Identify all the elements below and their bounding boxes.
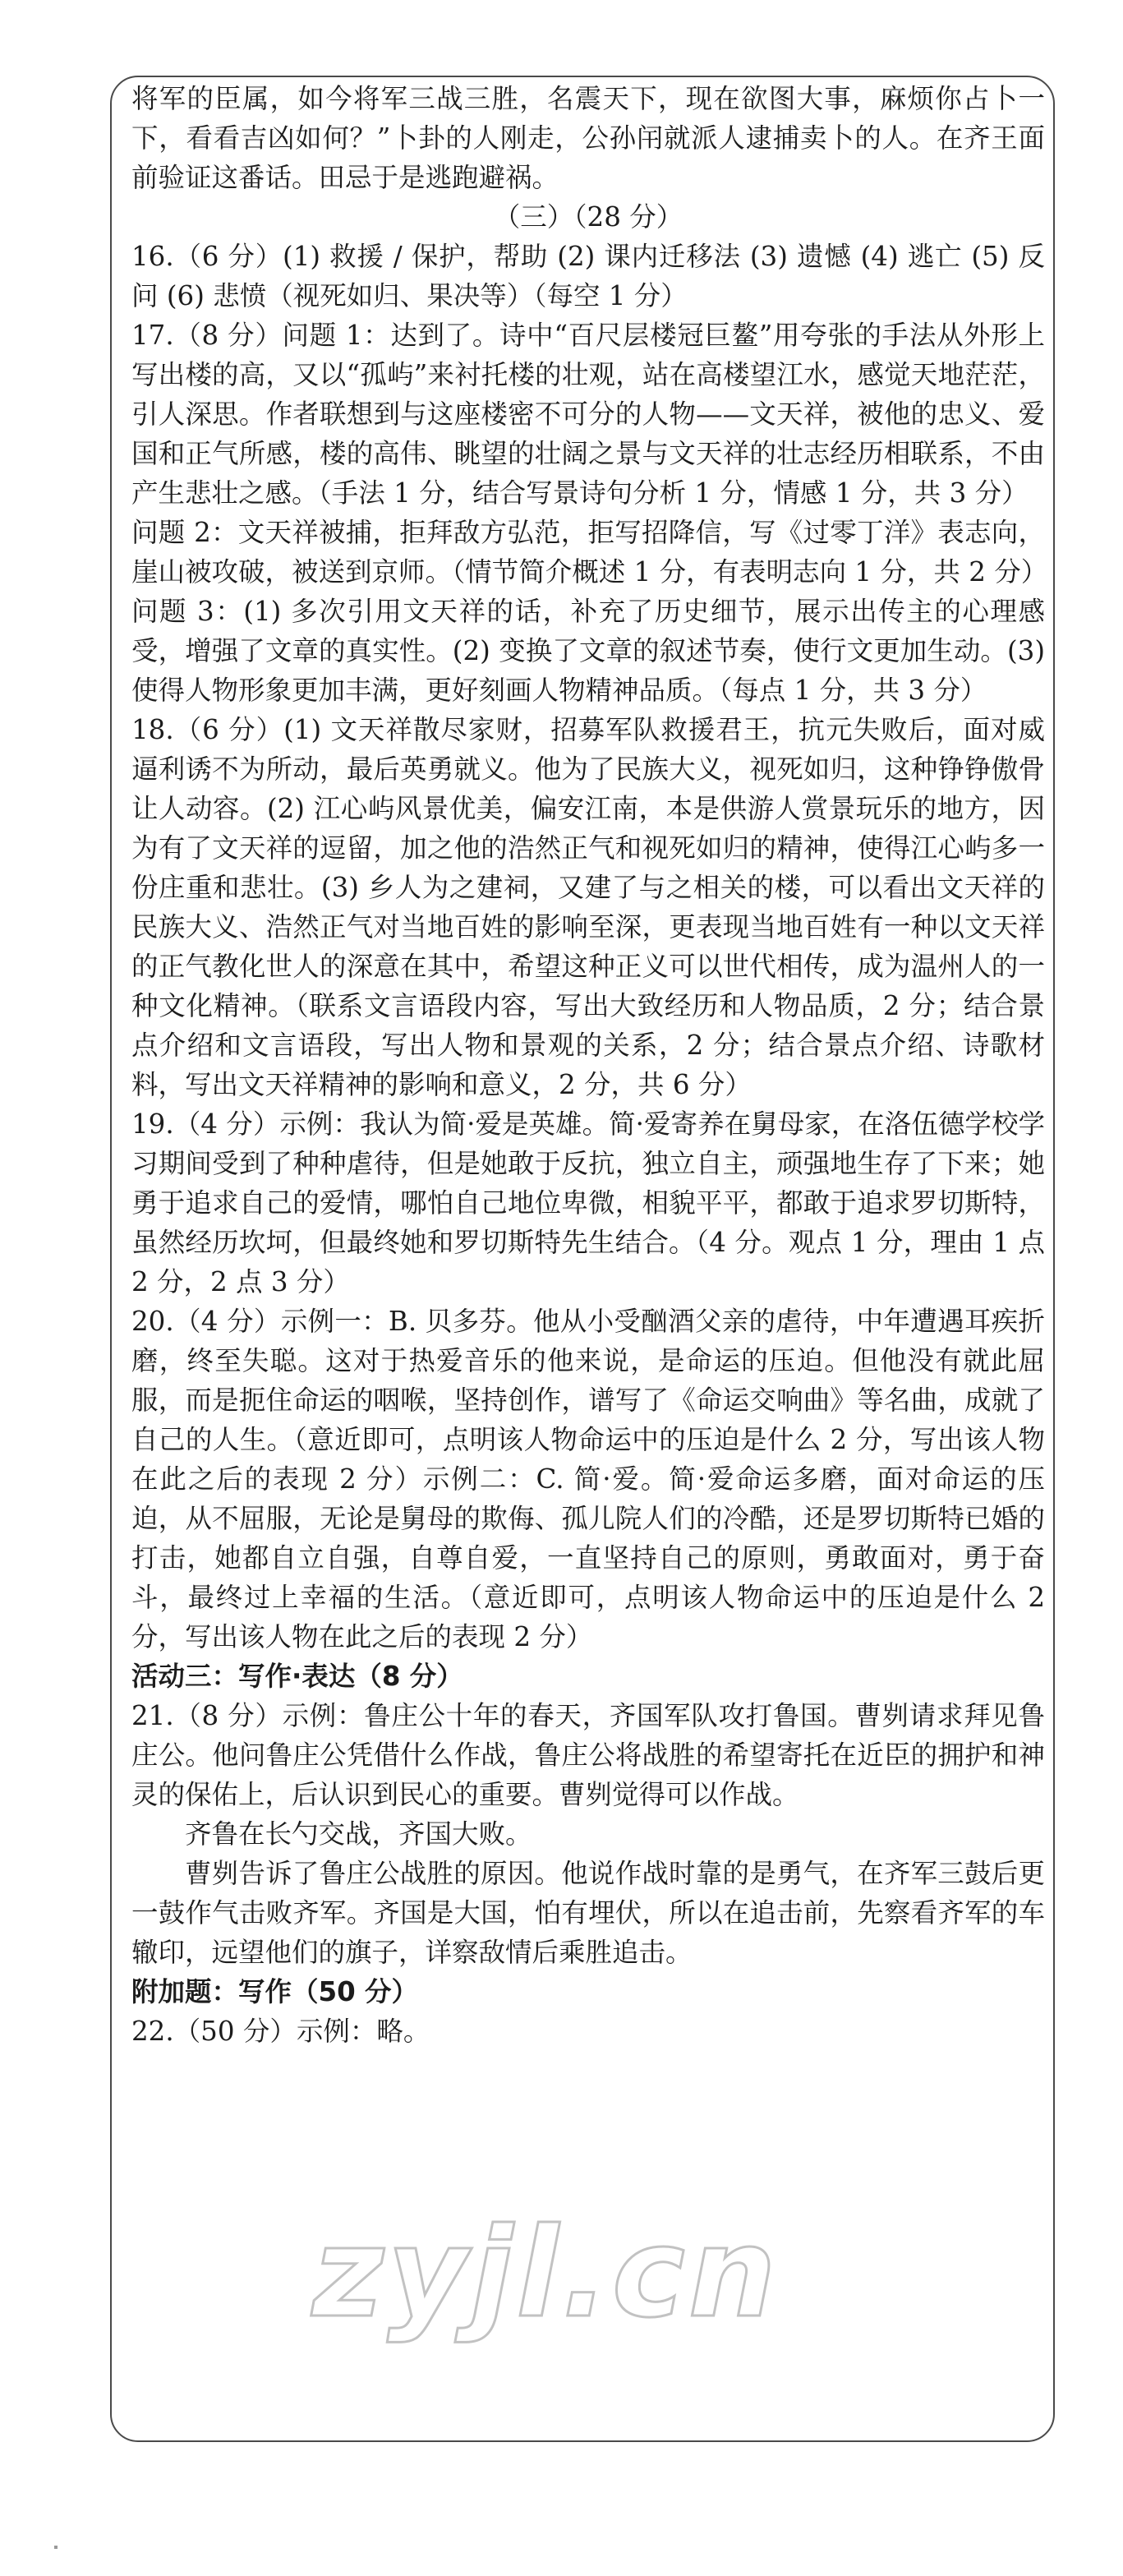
answer-17-q3: 问题 3：(1) 多次引用文天祥的话，补充了历史细节，展示出传主的心理感受，增强了文章的真实性。(2) 变换了文章的叙述节奏，使行文更加生动。(3) 使得人物形象更加丰满，更好刻画人物精神品质。（每点 1 分，共 3 分）: [131, 596, 1045, 706]
answer-21-line2: 齐鲁在长勺交战，齐国大败。: [185, 1818, 532, 1850]
answer-22: 22.（50 分）示例：略。: [131, 2016, 430, 2047]
activity-3-heading: 活动三：写作·表达（8 分）: [131, 1661, 463, 1692]
paragraph-continued: 将军的臣属，如今将军三战三胜，名震天下，现在欲图大事，麻烦你占卜一下，看看吉凶如何？”卜卦的人刚走，公孙闬就派人逮捕卖卜的人。在齐王面前验证这番话。田忌于是逃跑避祸。: [131, 83, 1045, 193]
section-heading-3: （三）（28 分）: [493, 201, 683, 233]
watermark-logo: zyjl.cn: [312, 2202, 780, 2345]
answer-19: 19.（4 分）示例：我认为简·爱是英雄。简·爱寄养在舅母家，在洛伍德学校学习期间受到了种种虐待，但是她敢于反抗，独立自主，顽强地生存了下来；她勇于追求自己的爱情，哪怕自己地位卑微，相貌平平，都敢于追求罗切斯特，虽然经历坎坷，但最终她和罗切斯特先生结合。（4 分。观点 1 分，理由 1 点 2 分，2 点 3 分）: [131, 1108, 1045, 1297]
answer-20: 20.（4 分）示例一：B. 贝多芬。他从小受酗酒父亲的虐待，中年遭遇耳疾折磨，终至失聪。这对于热爱音乐的他来说，是命运的压迫。但他没有就此屈服，而是扼住命运的咽喉，坚持创作，谱写了《命运交响曲》等名曲，成就了自己的人生。（意近即可，点明该人物命运中的压迫是什么 2 分，写出该人物在此之后的表现 2 分）示例二：C. 简·爱。简·爱命运多磨，面对命运的压迫，从不屈服，无论是舅母的欺侮、孤儿院人们的冷酷，还是罗切斯特已婚的打击，她都自立自强，自尊自爱，一直坚持自己的原则，勇敢面对，勇于奋斗，最终过上幸福的生活。（意近即可，点明该人物命运中的压迫是什么 2 分，写出该人物在此之后的表现 2 分）: [131, 1306, 1045, 1652]
answer-17-q1: 17.（8 分）问题 1：达到了。诗中“百尺层楼冠巨鳌”用夸张的手法从外形上写出楼的高，又以“孤屿”来衬托楼的壮观，站在高楼望江水，感觉天地茫茫，引人深思。作者联想到与这座楼密不可分的人物——文天祥，被他的忠义、爱国和正气所感，楼的高伟、眺望的壮阔之景与文天祥的壮志经历相联系，不由产生悲壮之感。（手法 1 分，结合写景诗句分析 1 分，情感 1 分，共 3 分）: [131, 320, 1045, 509]
corner-dot: [54, 2546, 58, 2549]
answer-17-q2: 问题 2：文天祥被捕，拒拜敌方弘范，拒写招降信，写《过零丁洋》表志向，崖山被攻破，被送到京师。（情节简介概述 1 分，有表明志向 1 分，共 2 分）: [131, 517, 1048, 588]
answer-content: [131, 79, 1048, 2051]
answer-21: 21.（8 分）示例：鲁庄公十年的春天，齐国军队攻打鲁国。曹刿请求拜见鲁庄公。他问鲁庄公凭借什么作战，鲁庄公将战胜的希望寄托在近臣的拥护和神灵的保佑上，后认识到民心的重要。曹刿觉得可以作战。: [131, 1700, 1045, 1810]
bonus-heading: 附加题：写作（50 分）: [131, 1976, 419, 2007]
answer-18: 18.（6 分）(1) 文天祥散尽家财，招募军队救援君王，抗元失败后，面对威逼利诱不为所动，最后英勇就义。他为了民族大义，视死如归，这种铮铮傲骨让人动容。(2) 江心屿风景优美，偏安江南，本是供游人赏景玩乐的地方，因为有了文天祥的逗留，加之他的浩然正气和视死如归的精神，使得江心屿多一份庄重和悲壮。(3) 乡人为之建祠，又建了与之相关的楼，可以看出文天祥的民族大义、浩然正气对当地百姓的影响至深，更表现当地百姓有一种以文天祥的正气教化世人的深意在其中，希望这种正义可以世代相传，成为温州人的一种文化精神。（联系文言语段内容，写出大致经历和人物品质，2 分；结合景点介绍和文言语段，写出人物和景观的关系，2 分；结合景点介绍、诗歌材料，写出文天祥精神的影响和意义，2 分，共 6 分）: [131, 714, 1045, 1100]
answer-16: 16.（6 分）(1) 救援 / 保护，帮助 (2) 课内迁移法 (3) 遗憾 (4) 逃亡 (5) 反问 (6) 悲愤（视死如归、果决等）（每空 1 分）: [131, 241, 1045, 311]
answer-21-line3: 曹刿告诉了鲁庄公战胜的原因。他说作战时靠的是勇气，在齐军三鼓后更一鼓作气击败齐军。齐国是大国，怕有埋伏，所以在追击前，先察看齐军的车辙印，远望他们的旗子，详察敌情后乘胜追击。: [131, 1858, 1045, 1968]
